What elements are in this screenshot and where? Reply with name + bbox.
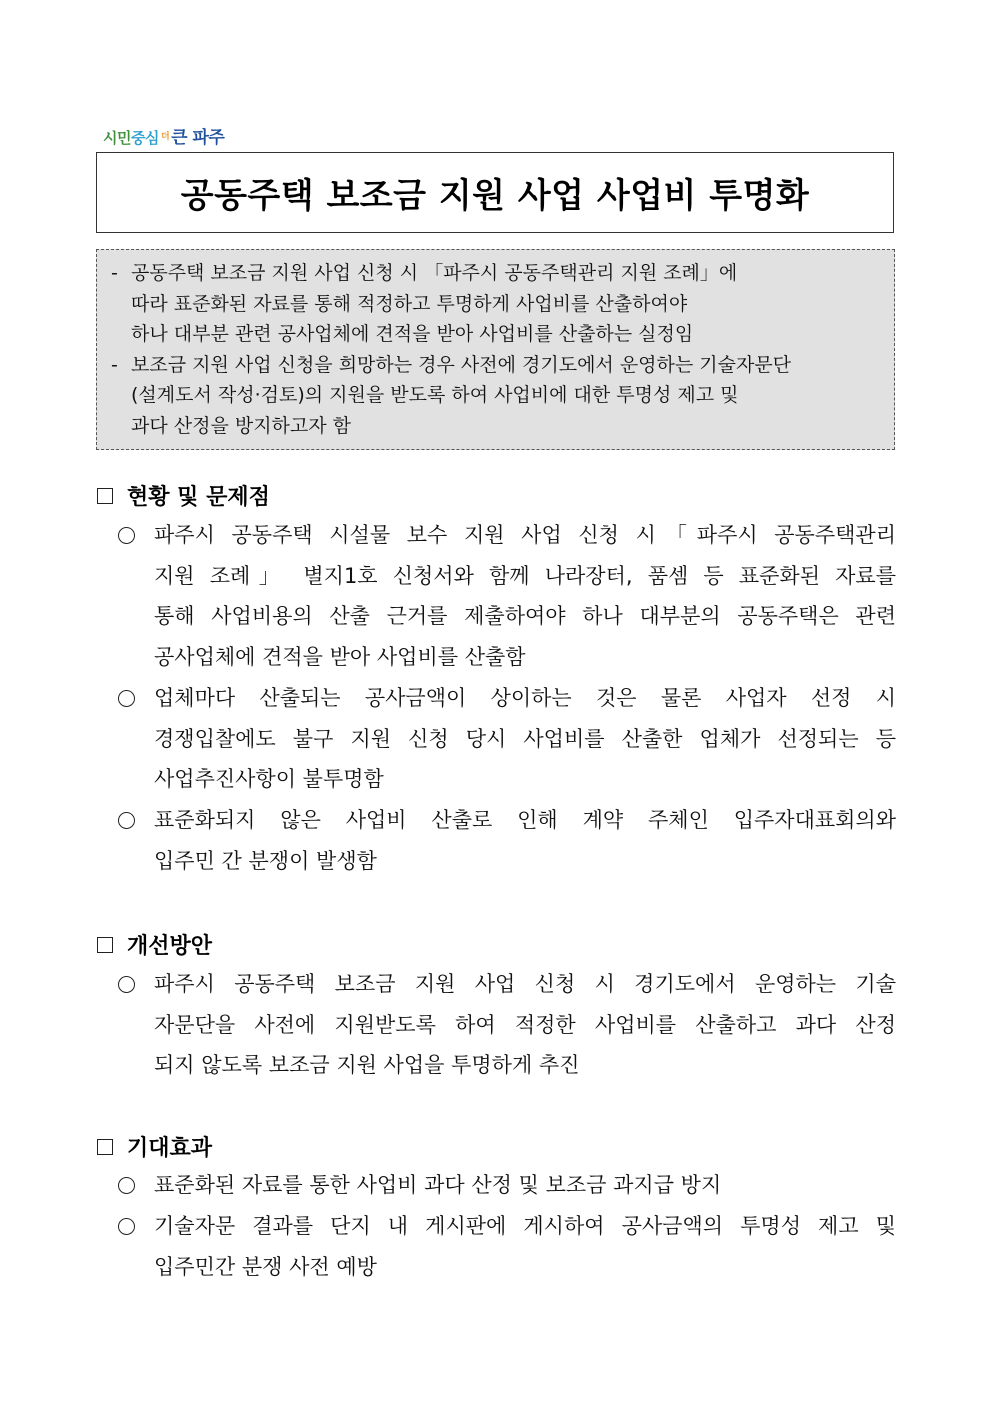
circle-bullet-icon: [118, 1177, 135, 1194]
summary-line: 따라 표준화된 자료를 통해 적정하고 투명하게 사업비를 산출하여야: [131, 292, 688, 315]
logo-text-2: 중심: [130, 129, 159, 147]
bullet-line: 지원 조례」 별지1호 신청서와 함께 나라장터, 품셈 등 표준화된 자료를: [154, 563, 896, 588]
bullet-line: 표준화되지 않은 사업비 산출로 인해 계약 주체인 입주자대표회의와: [154, 808, 896, 832]
section-heading-expected-effects: [97, 1131, 212, 1162]
bullet-line: 기술자문 결과를 단지 내 게시판에 게시하여 공사금액의 투명성 제고 및: [154, 1214, 896, 1238]
section-heading-label: 현황 및 문제점: [127, 485, 270, 510]
bullet-line: 입주민간 분쟁 사전 예방: [154, 1254, 377, 1279]
logo-text-4: 큰 파주: [171, 128, 225, 148]
title-box: [96, 152, 894, 233]
circle-bullet-icon: [118, 976, 135, 993]
circle-bullet-icon: [118, 527, 135, 544]
summary-line: (설계도서 작성·검토)의 지원을 받도록 하여 사업비에 대한 투명성 제고 및: [131, 384, 739, 406]
summary-item: [111, 350, 878, 442]
summary-line: 보조금 지원 사업 신청을 희망하는 경우 사전에 경기도에서 운영하는 기술자문단: [131, 353, 792, 376]
summary-line: 과다 산정을 방지하고자 함: [131, 414, 352, 437]
bullet-text: [154, 800, 896, 881]
bullet-item: [118, 1165, 896, 1206]
bullet-line: 업체마다 산출되는 공사금액이 상이하는 것은 물론 사업자 선정 시: [154, 686, 896, 710]
bullet-item: [118, 515, 896, 677]
section-heading-label: 개선방안: [127, 934, 213, 959]
page-title: 공동주택 보조금 지원 사업 사업비 투명화: [180, 176, 810, 216]
square-bullet-icon: [97, 1139, 113, 1155]
section-heading-improvement: [97, 929, 212, 960]
bullet-text: [154, 515, 896, 677]
bullet-item: [118, 678, 896, 800]
summary-line: 공동주택 보조금 지원 사업 신청 시 「파주시 공동주택관리 지원 조례」에: [131, 262, 738, 284]
bullet-line: 파주시 공동주택 시설물 보수 지원 사업 신청 시「파주시 공동주택관리: [154, 523, 896, 547]
summary-box: [96, 249, 895, 450]
bullet-line: 자문단을 사전에 지원받도록 하여 적정한 사업비를 산출하고 과다 산정: [154, 1012, 896, 1037]
circle-bullet-icon: [118, 690, 135, 707]
dash-marker: -: [111, 262, 118, 284]
logo: [103, 122, 224, 148]
bullet-item: [118, 1206, 896, 1287]
bullet-line: 입주민 간 분쟁이 발생함: [154, 848, 377, 873]
summary-item: [111, 258, 878, 350]
bullet-text: [154, 678, 896, 800]
bullet-line: 통해 사업비용의 산출 근거를 제출하여야 하나 대부분의 공동주택은 관련: [154, 604, 896, 629]
section-heading-label: 기대효과: [127, 1136, 213, 1161]
circle-bullet-icon: [118, 812, 135, 829]
bullet-line: 되지 않도록 보조금 지원 사업을 투명하게 추진: [154, 1053, 580, 1078]
bullet-line: 사업추진사항이 불투명함: [154, 767, 384, 792]
dash-marker: -: [111, 353, 118, 376]
bullet-line: 공사업체에 견적을 받아 사업비를 산출함: [154, 644, 526, 669]
bullet-text: [154, 1165, 896, 1206]
bullet-item: [118, 800, 896, 881]
logo-text-1: 시민: [103, 129, 131, 147]
bullet-item: [118, 964, 896, 1086]
square-bullet-icon: [97, 488, 113, 504]
square-bullet-icon: [97, 937, 113, 953]
summary-line: 하나 대부분 관련 공사업체에 견적을 받아 사업비를 산출하는 실정임: [131, 323, 694, 345]
logo-text-3: 더: [160, 132, 170, 142]
bullet-line: 표준화된 자료를 통한 사업비 과다 산정 및 보조금 과지급 방지: [154, 1173, 722, 1197]
circle-bullet-icon: [118, 1218, 135, 1235]
bullet-line: 파주시 공동주택 보조금 지원 사업 신청 시 경기도에서 운영하는 기술: [154, 972, 896, 996]
bullet-text: [154, 1206, 896, 1287]
bullet-text: [154, 964, 896, 1086]
bullet-line: 경쟁입찰에도 불구 지원 신청 당시 사업비를 산출한 업체가 선정되는 등: [154, 726, 896, 751]
section-heading-status: [97, 480, 270, 511]
